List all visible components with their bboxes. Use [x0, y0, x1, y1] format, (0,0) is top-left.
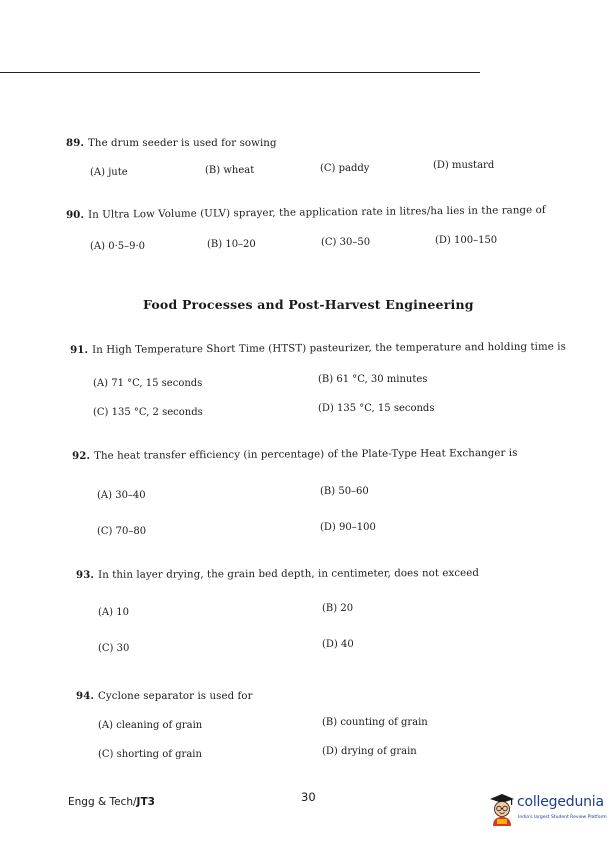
option-92-c: (C) 70–80	[97, 526, 147, 537]
option-92-b: (B) 50–60	[320, 486, 369, 497]
section-title: Food Processes and Post-Harvest Engineering	[143, 297, 474, 312]
question-90	[66, 204, 546, 221]
question-number: 93.	[76, 568, 95, 581]
question-number: 94.	[76, 690, 95, 702]
option-93-a: (A) 10	[98, 607, 129, 618]
question-92	[72, 447, 518, 462]
option-90-d: (D) 100–150	[435, 235, 498, 246]
question-number: 89.	[66, 137, 85, 149]
option-91-c: (C) 135 °C, 2 seconds	[93, 407, 203, 418]
question-text: Cyclone separator is used for	[98, 691, 253, 702]
option-93-c: (C) 30	[98, 643, 130, 654]
brand-tagline: India's largest Student Review Platform	[518, 815, 607, 820]
student-mascot-icon	[487, 790, 517, 826]
question-text: In Ultra Low Volume (ULV) sprayer, the application rate in litres/ha lies in the range of	[88, 204, 546, 221]
option-92-d: (D) 90–100	[320, 522, 376, 533]
question-number: 91.	[70, 343, 89, 356]
question-91	[70, 341, 566, 356]
question-number: 90.	[66, 208, 85, 221]
option-90-c: (C) 30–50	[321, 237, 371, 248]
option-89-d: (D) mustard	[433, 160, 495, 171]
question-text: In High Temperature Short Time (HTST) pasteurizer, the temperature and holding time is	[92, 341, 566, 356]
option-94-c: (C) shorting of grain	[98, 749, 202, 760]
question-94	[76, 690, 253, 702]
option-91-d: (D) 135 °C, 15 seconds	[318, 403, 435, 414]
option-90-b: (B) 10–20	[207, 239, 256, 250]
option-93-b: (B) 20	[322, 603, 354, 614]
option-94-b: (B) counting of grain	[322, 717, 428, 728]
option-93-d: (D) 40	[322, 639, 354, 650]
question-text: The drum seeder is used for sowing	[88, 138, 277, 149]
page-number: 30	[301, 790, 316, 804]
question-93	[76, 567, 479, 581]
question-text: The heat transfer efficiency (in percentage) of the Plate-Type Heat Exchanger is	[94, 447, 518, 462]
question-number: 92.	[72, 449, 91, 462]
brand-watermark	[487, 790, 607, 830]
option-94-d: (D) drying of grain	[322, 746, 417, 757]
header-rule	[0, 72, 480, 73]
footer-code: JT3	[136, 796, 155, 808]
footer-paper-code	[68, 796, 155, 808]
option-89-c: (C) paddy	[320, 163, 370, 174]
option-91-b: (B) 61 °C, 30 minutes	[318, 374, 428, 385]
option-91-a: (A) 71 °C, 15 seconds	[93, 378, 203, 389]
option-89-b: (B) wheat	[205, 165, 255, 176]
brand-name: collegedunia	[517, 794, 604, 810]
footer-prefix: Engg & Tech/	[68, 796, 137, 808]
question-89	[66, 137, 277, 149]
option-90-a: (A) 0·5–9·0	[90, 241, 146, 252]
option-94-a: (A) cleaning of grain	[98, 720, 203, 731]
option-92-a: (A) 30–40	[97, 490, 146, 501]
question-text: In thin layer drying, the grain bed depth, in centimeter, does not exceed	[98, 567, 480, 581]
option-89-a: (A) jute	[90, 167, 128, 178]
